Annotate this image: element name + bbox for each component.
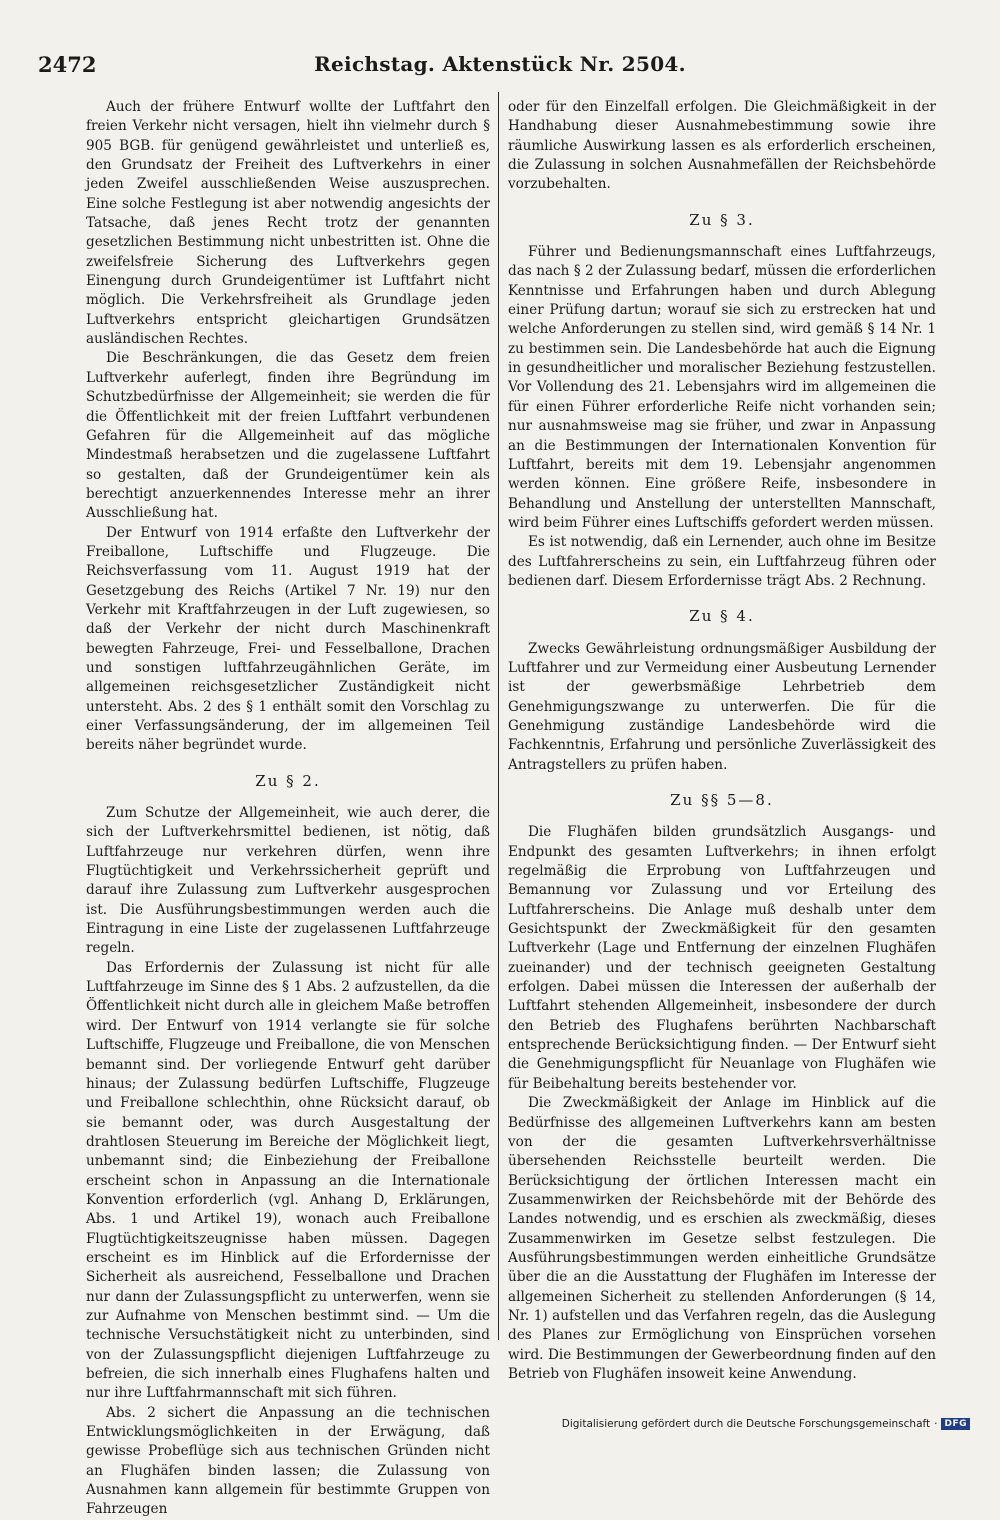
paragraph-continuation: oder für den Einzelfall erfolgen. Die Gleichmäßigkeit in der Handhabung dieser Ausnahmebestimmung sowie ihre räumliche Auswirkung lassen es als erforderlich erscheinen, die Zulassung in solchen Ausnahmefällen der Reichsbehörde vorzubehalten. [508,99,936,193]
running-head: Reichstag. Aktenstück Nr. 2504. [314,52,686,76]
paragraph: Das Erfordernis der Zulassung ist nicht für alle Luftfahrzeuge im Sinne des § 1 Abs. 2 aufzustellen, da die Öffentlichkeit nicht durch alle in gleichem Maße betroffen wird. Der Entwurf von 1914 verlangte sie für solche Luftschiffe, Flugzeuge und Freiballone, die von Menschen bemannt sind. Der vorliegende Entwurf geht darüber hinaus; der Zulassung bedürfen Luftschiffe, Flugzeuge und Freiballone schlechthin, ohne Rücksicht darauf, ob sie bemannt oder, was durch Ausgestaltung der drahtlosen Steuerung im Bereiche der Möglichkeit liegt, unbemannt sind; die Einbeziehung der Freiballone erscheint schon in Anpassung an die Internationale Konvention erforderlich (vgl. Anhang D, Erklärungen, Abs. 1 und Artikel 19), wonach auch Freiballone Flugtüchtigkeitszeugnisse haben müssen. Dagegen erscheint es im Hinblick auf die Erfordernisse der Sicherheit als ausreichend, Fesselballone und Drachen nur dann der Zulassungspflicht zu unterwerfen, wenn sie zur Aufnahme von Menschen bestimmt sind. — Um die technische Versuchstätigkeit nicht zu unterbinden, sind von der Zulassungspflicht diejenigen Luftfahrzeuge zu befreien, die sich innerhalb eines Flughafens halten und nur ihre Luftfahrmannschaft mit sich führen. [86,959,490,1402]
dfg-logo: DFG [941,1418,970,1430]
page-number: 2472 [38,52,97,77]
paragraph: Die Zweckmäßigkeit der Anlage im Hinblick auf die Bedürfnisse des allgemeinen Luftverkehrs kann am besten von der die gesamten Luftverkehrsverhältnisse übersehenden Reichsstelle beurteilt werden. Die Berücksichtigung der örtlichen Interessen macht ein Zusammenwirken der Reichsbehörde mit der Behörde des Landes notwendig, und es erschien als zweckmäßig, dieses Zusammenwirken im Gesetze selbst festzulegen. Die Ausführungsbestimmungen werden einheitliche Grundsätze über die an die Ausstattung der Flughäfen im Interesse der allgemeinen Sicherheit zu stellenden Anforderungen (§ 14, Nr. 1) aufstellen und das Verfahren regeln, das die Auslegung des Planes zur Ermöglichung von Einsprüchen vorsehen wird. Die Bestimmungen der Gewerbeordnung finden auf den Betrieb von Flughäfen insoweit keine Anwendung. [508,1095,936,1382]
paragraph: Auch der frühere Entwurf wollte der Luftfahrt den freien Verkehr nicht versagen, hielt ihn vielmehr durch § 905 BGB. für genügend gewährleistet und unterließ es, den Grundsatz der Freiheit des Luftverkehrs in einer jeden Zweifel ausschließenden Weise auszusprechen. Eine solche Festlegung ist aber notwendig angesichts der Tatsache, daß jenes Recht trotz der genannten gesetzlichen Bestimmung nicht unbestritten ist. Ohne die zweifelsfreie Sicherung des Luftverkehrs gegen Einengung durch Grundeigentümer ist Luftfahrt nicht möglich. Die Verkehrsfreiheit als Grundlage jeden Luftverkehrs entspricht gleichartigen Grundsätzen ausländischen Rechtes. [86,99,490,348]
section-heading-3: Zu § 3. [689,210,755,229]
paragraph: Die Flughäfen bilden grundsätzlich Ausgangs- und Endpunkt des gesamten Luftverkehrs; in ihnen erfolgt regelmäßig die Erprobung von Luftfahrzeugen und Bemannung vor Zulassung und vor Erteilung des Luftfahrerscheins. Die Anlage muß deshalb unter dem Gesichtspunkt der Zweckmäßigkeit für den gesamten Luftverkehr (Lage und Entfernung der einzelnen Flughäfen zueinander) und der technisch geeigneten Gestaltung erfolgen. Dabei müssen die Interessen der außerhalb der Luftfahrt stehenden Allgemeinheit, insbesondere der durch den Betrieb des Flughafens berührten Nachbarschaft entsprechende Berücksichtigung finden. — Der Entwurf sieht die Genehmigungspflicht für Neuanlage von Flughäfen wie für Beibehaltung bereits bestehender vor. [508,824,936,1092]
paragraph: Der Entwurf von 1914 erfaßte den Luftverkehr der Freiballone, Luftschiffe und Flugzeuge. Die Reichsverfassung vom 11. August 1919 hat der Gesetzgebung des Reichs (Artikel 7 Nr. 19) nur den Verkehr mit Kraftfahrzeugen in der Luft zugewiesen, so daß der Verkehr der nicht durch Maschinenkraft bewegten Fahrzeuge, Frei- und Fesselballone, Drachen und sonstigen luftfahrzeugähnlichen Geräte, im allgemeinen reichsgesetzlicher Zuständigkeit nicht untersteht. Abs. 2 des § 1 enthält somit den Vorschlag zu einer Verfassungsänderung, der im allgemeinen Teil bereits näher begründet wurde. [86,524,490,754]
section-heading-5-8: Zu §§ 5—8. [670,791,774,809]
credit-text: Digitalisierung gefördert durch die Deutsche Forschungsgemeinschaft [561,1418,931,1430]
digitization-credit [562,1418,970,1430]
paragraph: Zwecks Gewährleistung ordnungsmäßiger Ausbildung der Luftfahrer und zur Vermeidung einer Ausbeutung Lernender ist der gewerbsmäßige Lehrbetrieb dem Genehmigungszwange zu unterwerfen. Die für die Genehmigung zuständige Landesbehörde wird die Fachkenntnis, Erfahrung und persönliche Zuverlässigkeit des Antragstellers zu prüfen haben. [508,640,936,773]
paragraph: Zum Schutze der Allgemeinheit, wie auch derer, die sich der Luftverkehrsmittel bedienen, ist nötig, daß Luftfahrzeuge nur verkehren dürfen, wenn ihre Flugtüchtigkeit und Verkehrssicherheit geprüft und darauf ihre Zulassung zum Luftverkehr ausgesprochen ist. Die Ausführungsbestimmungen werden auch die Eintragung in eine Liste der zugelassenen Luftfahrzeuge regeln. [86,805,490,957]
paragraph: Führer und Bedienungsmannschaft eines Luftfahrzeugs, das nach § 2 der Zulassung bedarf, müssen die erforderlichen Kenntnisse und Erfahrungen haben und durch Ablegung einer Prüfung dartun; worauf sie sich zu erstrecken hat und welche Anforderungen zu stellen sind, wird gemäß § 14 Nr. 1 zu bestimmen sein. Die Landesbehörde hat auch die Eignung in gesundheitlicher und moralischer Beziehung festzustellen. Vor Vollendung des 21. Lebensjahrs wird im allgemeinen die für einen Führer erforderliche Reife nicht vorhanden sein; nur ausnahmsweise mag sie früher, und zwar in Anpassung an die Bestimmungen der Internationalen Konvention für Luftfahrt, bereits mit dem 19. Lebensjahr angenommen werden können. Eine größere Reife, insbesondere in Behandlung und Anstellung der unterstellten Mannschaft, wird beim Führer eines Luftschiffs gefordert werden müssen. [508,244,936,531]
paragraph: Es ist notwendig, daß ein Lernender, auch ohne im Besitze des Luftfahrerscheins zu sein, ein Luftfahrzeug führen oder bedienen darf. Diesem Erfordernisse trägt Abs. 2 Rechnung. [508,534,936,589]
column-divider [498,92,499,1340]
paragraph: Die Beschränkungen, die das Gesetz dem freien Luftverkehr auferlegt, finden ihre Begründung im Schutzbedürfnisse der Allgemeinheit; sie werden die für die Öffentlichkeit mit der freien Luftfahrt verbundenen Gefahren für die Allgemeinheit auf das mögliche Mindestmaß herabsetzen und die zugelassene Luftfahrt so gestalten, daß der Grundeigentümer kein als berechtigt anzuerkennendes Interesse mehr an ihrer Ausschließung hat. [86,350,490,522]
separator-dot: · [934,1418,938,1430]
section-heading-2: Zu § 2. [255,771,321,790]
right-column [508,98,936,1384]
left-column [86,98,490,1520]
paragraph: Abs. 2 sichert die Anpassung an die technischen Entwicklungsmöglichkeiten in der Erwägung, daß gewisse Probeflüge sich aus technischen Gründen nicht an Flughäfen binden lassen; die Zulassung von Ausnahmen kann allgemein für bestimmte Gruppen von Fahrzeugen [86,1404,490,1518]
section-heading-4: Zu § 4. [689,607,755,626]
